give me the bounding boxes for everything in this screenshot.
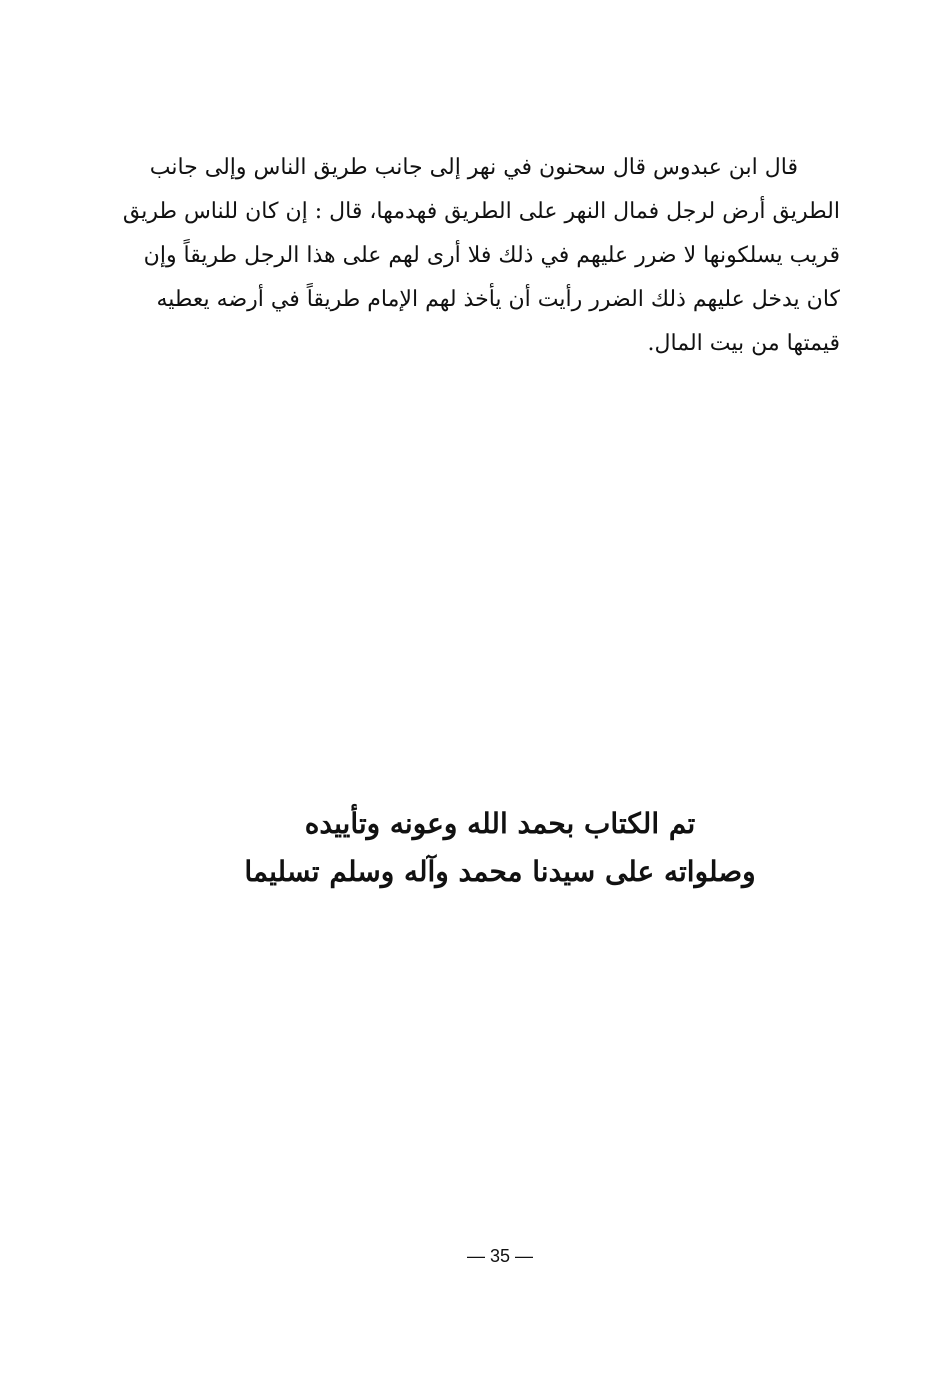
paragraph-line: قيمتها من بيت المال. (647, 331, 840, 356)
page-number: — 35 — (466, 1246, 534, 1266)
colophon (200, 800, 800, 896)
body-paragraph (122, 146, 840, 366)
colophon-line: تم الكتاب بحمد الله وعونه وتأييده (304, 807, 696, 840)
paragraph-line: الطريق أرض لرجل فمال النهر على الطريق فهدمها، قال : إن كان للناس طريق (122, 199, 840, 224)
paragraph-line: قريب يسلكونها لا ضرر عليهم في ذلك فلا أرى لهم على هذا الرجل طريقاً وإن (143, 243, 840, 268)
colophon-line: وصلواته على سيدنا محمد وآله وسلم تسليما (244, 855, 756, 888)
paragraph-line: كان يدخل عليهم ذلك الضرر رأيت أن يأخذ لهم الإمام طريقاً في أرضه يعطيه (156, 287, 840, 312)
paragraph-line: قال ابن عبدوس قال سحنون في نهر إلى جانب طريق الناس وإلى جانب (149, 155, 798, 180)
